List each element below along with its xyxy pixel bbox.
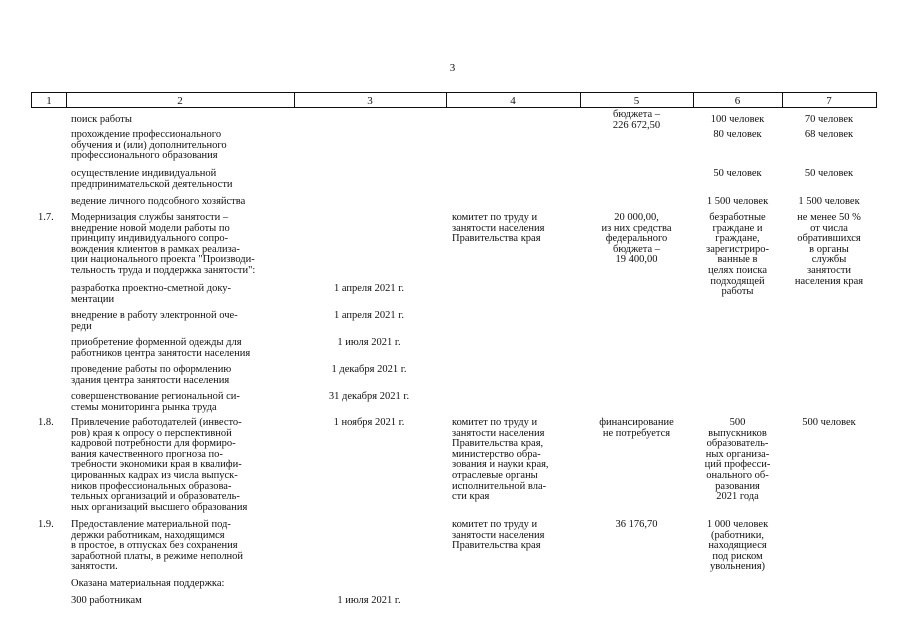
- funding-amount: финансирование не потребуется: [599, 417, 674, 439]
- subitem-job-search: поиск работы: [71, 114, 132, 125]
- target-value: 100 человек: [710, 114, 765, 125]
- funding-amount: 20 000,00, из них средства федерального бюджета – 19 400,00: [601, 212, 672, 266]
- measure-description: Предоставление материальной под- держки работникам, находящимся в простое, в отпусках без сохранения заработной платы, в режиме неполной занятости.: [71, 519, 244, 573]
- subitem-entrepreneurship: осуществление индивидуальной предпринимательской деятельности: [71, 168, 233, 190]
- target-value: 80 человек: [713, 129, 762, 140]
- support-recipients: 300 работникам: [71, 595, 142, 606]
- funding-amount: 36 176,70: [615, 519, 658, 530]
- subitem-training: прохождение профессионального обучения и (или) дополнительного профессионального образования: [71, 129, 227, 162]
- result-value: 1 500 человек: [798, 196, 860, 207]
- result-value: 68 человек: [804, 129, 854, 140]
- deadline: 1 ноября 2021 г.: [333, 417, 405, 428]
- header-col-6: 6: [734, 95, 741, 107]
- subitem-household: ведение личного подсобного хозяйства: [71, 196, 246, 207]
- responsible-executor: комитет по труду и занятости населения Правительства края: [452, 519, 545, 552]
- header-col-4: 4: [510, 95, 516, 107]
- responsible-executor: комитет по труду и занятости населения Правительства края, министерство обра- зования и науки края, отраслевые органы исполнительной вла- сти края: [452, 417, 549, 503]
- header-col-7: 7: [826, 95, 832, 107]
- subitem-uniforms: приобретение форменной одежды для работников центра занятости населения: [71, 337, 251, 359]
- deadline: 1 декабря 2021 г.: [331, 364, 407, 375]
- row-number: 1.8.: [38, 417, 54, 428]
- result-value: 500 человек: [802, 417, 856, 428]
- header-col-1: 1: [46, 95, 52, 107]
- header-col-3: 3: [367, 95, 373, 107]
- deadline: 1 июля 2021 г.: [337, 595, 401, 606]
- result-value: 70 человек: [804, 114, 854, 125]
- deadline: 1 апреля 2021 г.: [334, 283, 404, 294]
- result-value: не менее 50 % от числа обратившихся в органы службы занятости населения края: [794, 212, 864, 287]
- table-header-row: [31, 92, 877, 108]
- header-col-2: 2: [177, 95, 183, 107]
- row-number: 1.7.: [38, 212, 54, 223]
- measure-description: Привлечение работодателей (инвесто- ров) края к опросу о перспективной кадровой потребности для формиро- вания качественного прогноза по- требности экономики края в квалифи- цированных кадрах из числа выпуск- ников профессиональных образова- тельных организаций и образователь- ных организаций высшего образования: [71, 417, 248, 513]
- target-value: 1 000 человек (работники, находящиеся под риском увольнения): [706, 519, 769, 573]
- deadline: 1 апреля 2021 г.: [334, 310, 404, 321]
- subitem-design-docs: разработка проектно-сметной доку- ментации: [71, 283, 232, 305]
- subitem-monitoring: совершенствование региональной си- стемы мониторинга рынка труда: [71, 391, 240, 413]
- deadline: 1 июля 2021 г.: [337, 337, 401, 348]
- budget-continuation: бюджета – 226 672,50: [612, 109, 661, 131]
- target-value: 1 500 человек: [706, 196, 769, 207]
- target-value: безработные граждане и граждане, зарегистриро- ванные в целях поиска подходящей работы: [706, 212, 769, 298]
- target-value: 50 человек: [713, 168, 762, 179]
- row-number: 1.9.: [38, 519, 54, 530]
- subitem-building: проведение работы по оформлению здания центра занятости населения: [71, 364, 232, 386]
- page-number: 3: [449, 62, 456, 74]
- subitem-e-queue: внедрение в работу электронной оче- реди: [71, 310, 238, 332]
- deadline: 31 декабря 2021 г.: [328, 391, 410, 402]
- target-value: 500 выпускников образователь- ных организа- ций професси- онального об- разования 2021 года: [704, 417, 771, 503]
- header-col-5: 5: [633, 95, 640, 107]
- support-provided-label: Оказана материальная поддержка:: [71, 578, 225, 589]
- responsible-executor: комитет по труду и занятости населения Правительства края: [452, 212, 545, 245]
- result-value: 50 человек: [804, 168, 854, 179]
- measure-description: Модернизация службы занятости – внедрение новой модели работы по принципу индивидуального сопро- вождения клиентов в рамках реализа- ции национального проекта "Производи- тельность труда и поддержка занятости":: [71, 212, 256, 276]
